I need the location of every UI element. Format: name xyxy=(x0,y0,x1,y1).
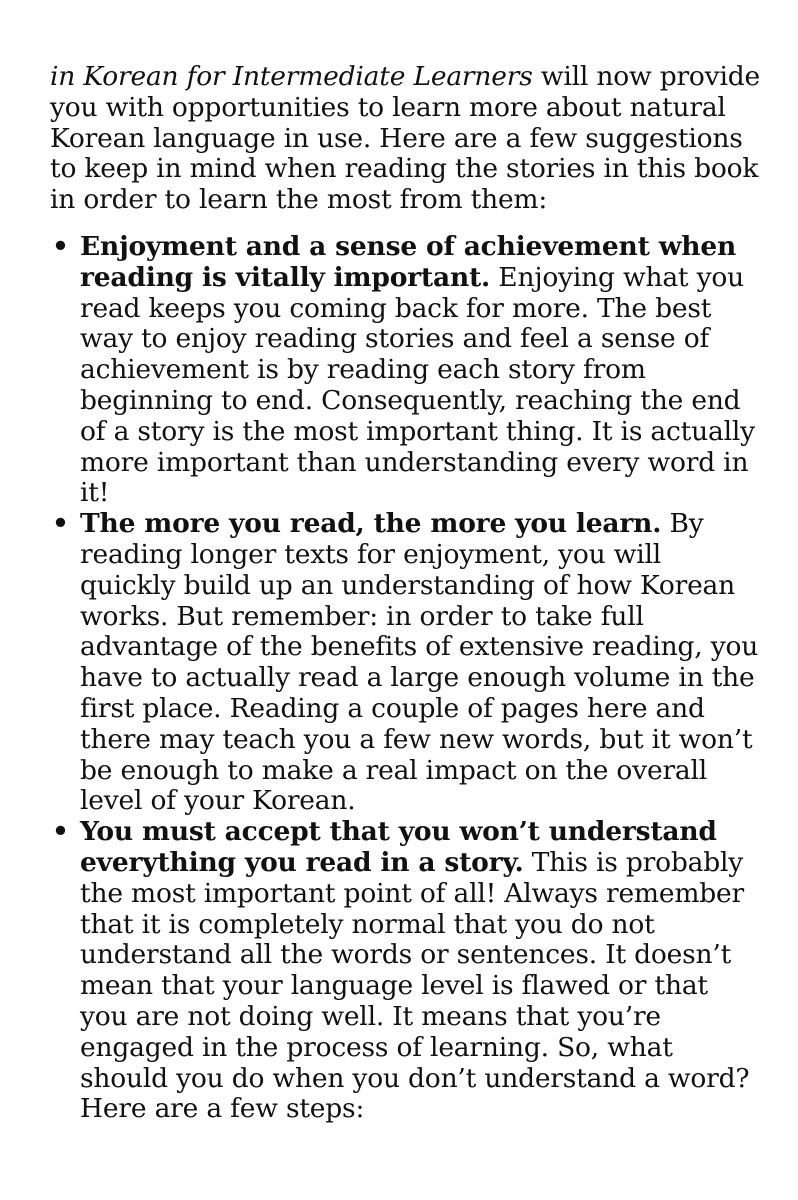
bullet-heading: Enjoyment and a sense of achievement when reading is vitally important. xyxy=(80,230,737,293)
page-content xyxy=(50,62,760,1125)
intro-paragraph xyxy=(50,62,760,216)
bullet-body: By reading longer texts for enjoyment, you will quickly build up an understanding of how Korean works. But remember: in order to take full advantage of the benefits of extensive reading, you have to actually read a large enough volume in the first place. Reading a couple of pages here and there may teach you a few new words, but it won’t be enough to make a real impact on the overall level of your Korean. xyxy=(80,508,759,817)
intro-text: will now provide you with opportunities to learn more about natural Korean language in use. Here are a few suggestions to keep in mind when reading the stories in this book in order to learn the most from them: xyxy=(50,61,760,216)
bullet-icon: • xyxy=(52,508,69,540)
book-title-italic: in Korean for Intermediate Learners xyxy=(50,61,533,92)
bullet-body: Enjoying what you read keeps you coming back for more. The best way to enjoy reading stories and feel a sense of achievement is by reading each story from beginning to end. Consequently, reaching the end of a story is the most important thing. It is actually more important than understanding every word in it! xyxy=(80,261,755,509)
bullet-icon: • xyxy=(52,230,69,262)
list-item xyxy=(50,232,760,509)
bullet-heading: The more you read, the more you learn. xyxy=(80,508,662,540)
bullet-heading: You must accept that you won’t understand everything you read in a story. xyxy=(80,816,717,878)
list-item xyxy=(50,509,760,817)
bullet-icon: • xyxy=(52,816,69,848)
suggestion-list xyxy=(50,232,760,1125)
bullet-body: This is probably the most important point of all! Always remember that it is completely normal that you do not understand all the words or sentences. It doesn’t mean that your language level is flawed or that you are not doing well. It means that you’re engaged in the process of learning. So, what should you do when you don’t understand a word? Here are a few steps: xyxy=(80,846,750,1125)
list-item xyxy=(50,817,760,1125)
